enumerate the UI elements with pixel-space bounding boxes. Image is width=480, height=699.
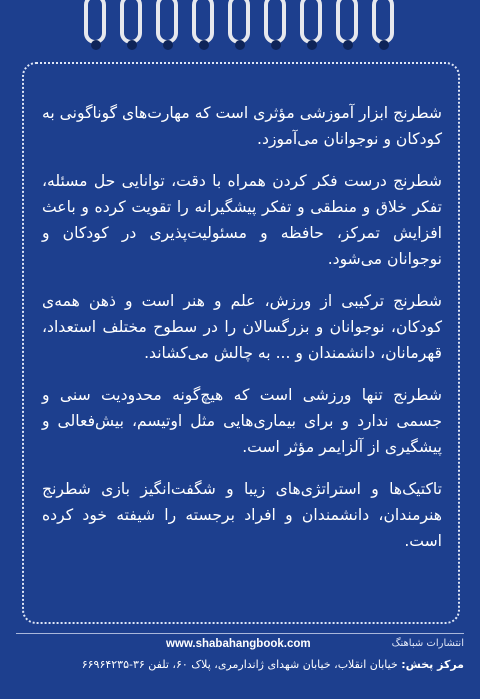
binding-ring xyxy=(156,0,178,44)
paragraph-2: شطرنج درست فکر کردن همراه با دقت، توانایی حل مسئله، تفکر خلاق و منطقی و تفکر پیشگیرانه را تقویت کرده و باعث افزایش تمرکز، حافظه و مسئولیت‌پذیری در کودکان و نوجوانان می‌شود. xyxy=(42,172,442,268)
paragraph-4: شطرنج تنها ورزشی است که هیچ‌گونه محدودیت سنی و جسمی ندارد و برای بیماری‌هایی مثل اوتیسم، بیش‌فعالی و پیشگیری از آلزایمر مؤثر است. xyxy=(42,386,442,456)
binding-ring xyxy=(84,0,106,44)
paragraph-1: شطرنج ابزار آموزشی مؤثری است که مهارت‌های گوناگونی به کودکان و نوجوانان می‌آموزد. xyxy=(42,104,442,148)
website-link[interactable]: www.shabahangbook.com xyxy=(166,638,311,650)
binding-ring xyxy=(192,0,214,44)
binding-ring xyxy=(120,0,142,44)
binding-ring xyxy=(300,0,322,44)
spiral-binding xyxy=(0,0,480,62)
binding-ring xyxy=(372,0,394,44)
publisher-name: انتشارات شباهنگ xyxy=(391,638,464,649)
paragraph-3: شطرنج ترکیبی از ورزش، علم و هنر است و ذهن همه‌ی کودکان، نوجوانان و بزرگسالان را در سطوح مختلف استعداد، قهرمانان، دانشمندان و ... به چالش می‌کشاند. xyxy=(42,292,442,362)
distribution-address xyxy=(16,658,464,671)
address-text: خیابان انقلاب، خیابان شهدای ژاندارمری، پلاک ۶۰، تلفن ۳۶-۶۶۹۶۴۲۳۵ xyxy=(81,658,398,671)
binding-ring xyxy=(336,0,358,44)
address-label: مرکز پخش: xyxy=(401,658,464,671)
paragraph-5: تاکتیک‌ها و استراتژی‌های زیبا و شگفت‌انگیز بازی شطرنج هنرمندان، دانشمندان و افراد برجسته را شیفته خود کرده است. xyxy=(42,480,442,550)
footer-divider xyxy=(16,633,464,634)
binding-ring xyxy=(228,0,250,44)
body-text xyxy=(42,100,442,570)
binding-ring xyxy=(264,0,286,44)
